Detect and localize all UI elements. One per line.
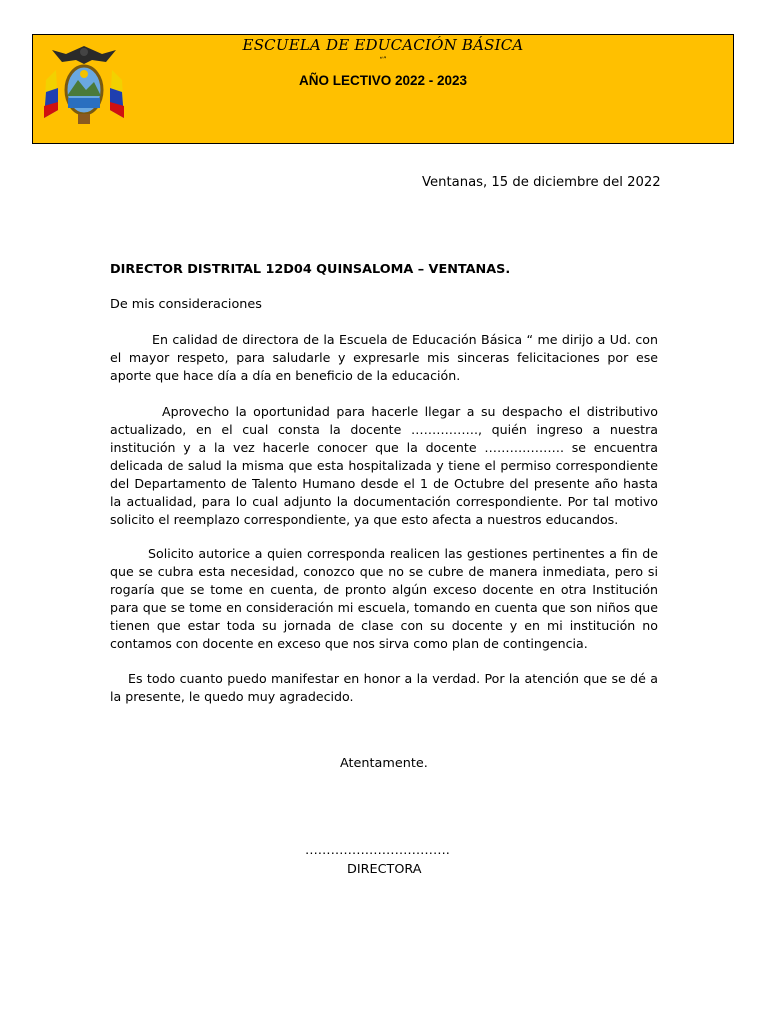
letter-date: Ventanas, 15 de diciembre del 2022: [422, 175, 661, 190]
signature-title: DIRECTORA: [347, 862, 422, 877]
header-banner: [32, 34, 734, 144]
signature-line: …………………………….: [305, 843, 450, 858]
school-year: AÑO LECTIVO 2022 - 2023: [298, 73, 468, 88]
paragraph-3: Solicito autorice a quien corresponda realicen las gestiones pertinentes a fin de que se cubra esta necesidad, conozco que no se cubre de manera inmediata, pero si rogaría que se tome en cuenta, de pronto algún exceso docente en otra Institución para que se tome en consideración mi escuela, tomando en cuenta que son niños que tienen que estar toda su jornada de clase con su docente y en mi institución no contamos con docente en exceso que nos sirva como plan de contingencia.: [110, 546, 658, 651]
paragraph-1: En calidad de directora de la Escuela de Educación Básica “ me dirijo a Ud. con el mayor respeto, para saludarle y expresarle mis sinceras felicitaciones por ese aporte que hace día a día en beneficio de la educación.: [110, 332, 658, 383]
letter-addressee: DIRECTOR DISTRITAL 12D04 QUINSALOMA – VENTANAS.: [110, 262, 511, 277]
school-name-quote: “”: [379, 56, 387, 64]
paragraph-2: Aprovecho la oportunidad para hacerle llegar a su despacho el distributivo actualizado, en el cual consta la docente ……………., quién ingreso a nuestra institución y a la vez hacerle conocer que la docente ………………. se encuentra delicada de salud la misma que esta hospitalizada y tiene el permiso correspondiente del Departamento de Talento Humano desde el 1 de Octubre del presente año hasta la actualidad, para lo cual adjunto la documentación correspondiente. Por tal motivo solicito el reemplazo correspondiente, ya que esto afecta a nuestros educandos.: [110, 404, 658, 527]
school-name: ESCUELA DE EDUCACIÓN BÁSICA: [242, 36, 524, 54]
letter-closing: Atentamente.: [340, 756, 428, 771]
paragraph-4: Es todo cuanto puedo manifestar en honor a la verdad. Por la atención que se dé a la presente, le quedo muy agradecido.: [110, 671, 658, 704]
letter-greeting: De mis consideraciones: [110, 297, 262, 312]
